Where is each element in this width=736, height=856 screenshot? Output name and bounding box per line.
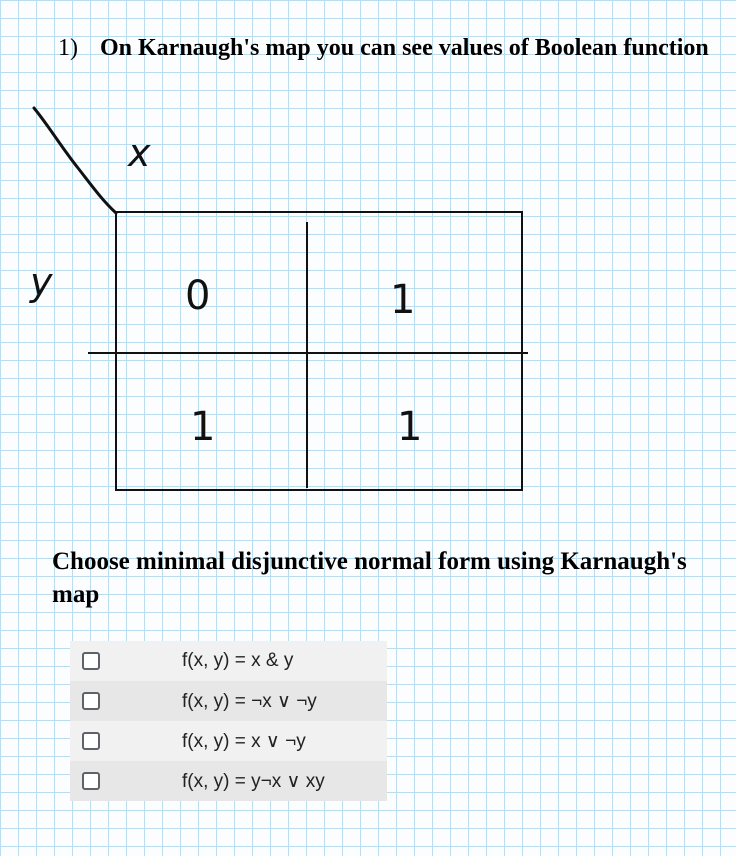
checkbox[interactable]	[82, 652, 100, 670]
kmap-cell-r1c1: 1	[397, 404, 423, 450]
checkbox[interactable]	[82, 732, 100, 750]
kmap-x-label: x	[128, 131, 151, 175]
kmap-cell-r1c0: 1	[190, 404, 216, 450]
option-label: f(x, y) = y¬x ∨ xy	[182, 771, 325, 792]
option-label: f(x, y) = x ∨ ¬y	[182, 731, 306, 752]
kmap-cell-r0c0: 0	[185, 273, 211, 319]
checkbox[interactable]	[82, 692, 100, 710]
option-row[interactable]	[70, 721, 387, 761]
option-row[interactable]	[70, 641, 387, 681]
kmap-cell-r0c1: 1	[390, 277, 416, 323]
option-label: f(x, y) = x & y	[182, 650, 294, 671]
instruction-text: Choose minimal disjunctive normal form using Karnaugh's map	[52, 548, 687, 608]
option-row[interactable]	[70, 681, 387, 721]
kmap-border	[116, 212, 522, 490]
kmap-diagonal-line	[34, 108, 116, 213]
kmap-y-label: y	[30, 260, 53, 304]
question-text: On Karnaugh's map you can see values of Boolean function	[100, 35, 709, 61]
question-number: 1)	[58, 35, 78, 61]
checkbox[interactable]	[82, 772, 100, 790]
option-row[interactable]	[70, 761, 387, 801]
option-label: f(x, y) = ¬x ∨ ¬y	[182, 691, 317, 712]
answer-options	[70, 641, 387, 801]
